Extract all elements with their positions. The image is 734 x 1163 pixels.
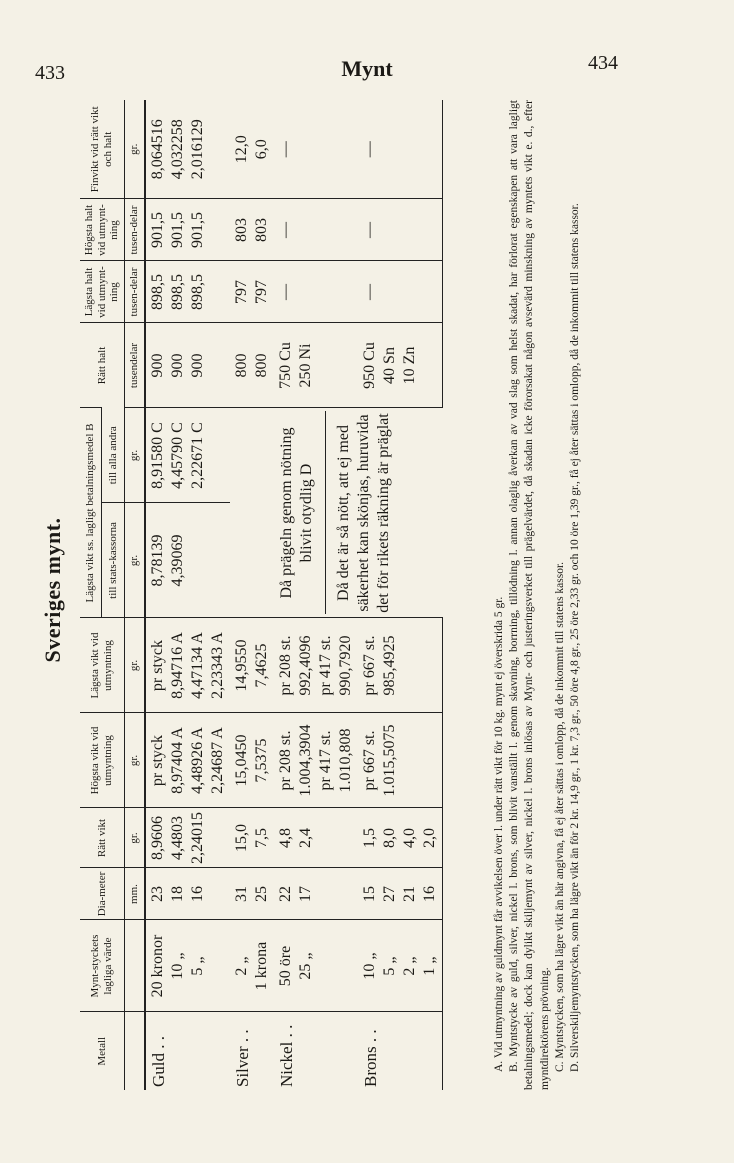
- cell-line: 4,39069: [168, 534, 186, 587]
- cell-line: 8,78139: [148, 534, 166, 587]
- weight-cell: [145, 808, 230, 868]
- cell-line: 4,8: [276, 828, 294, 848]
- fineness-cell: [145, 323, 230, 408]
- metal-cell: Guld . .: [145, 1012, 230, 1090]
- cell-line: 2,23343 A: [208, 632, 226, 699]
- cell-line: 803: [232, 218, 250, 242]
- table-title: Sveriges mynt.: [40, 517, 65, 663]
- cell-line: 900: [148, 353, 166, 378]
- treasury-cell: [145, 503, 230, 618]
- metal-cell: Brons . .: [358, 1012, 443, 1090]
- cell-line: pr styck: [148, 639, 166, 692]
- cell-line: 4,032258: [168, 119, 186, 180]
- cell-line: 17: [296, 886, 314, 902]
- cell-line: 2 „: [400, 956, 418, 976]
- cell-line: 25 „: [296, 952, 314, 980]
- cell-line: 950 Cu: [360, 342, 378, 389]
- unit-cell: gr.: [124, 100, 144, 199]
- footnote-a: A. Vid utmyntning av guldmynt får avvikelsen över l. under rätt vikt för 10 kg. mynt ej överskrida 5 gr.: [493, 596, 505, 1072]
- page-number-left: 433: [35, 62, 65, 84]
- worn-notes-cell: [230, 408, 443, 618]
- cell-line: 2,016129: [188, 119, 206, 180]
- empty-cell: —: [358, 100, 443, 199]
- col-header-high-fineness: Högsta halt vid utmynt-ning: [80, 199, 124, 261]
- cell-line: 2,0: [420, 828, 438, 848]
- min-weight-cell: [274, 618, 358, 713]
- unit-cell: [124, 1012, 144, 1090]
- col-header-diameter: Dia-meter: [80, 868, 124, 920]
- high-fineness-cell: [145, 199, 230, 261]
- cell-line: 2,24687 A: [208, 727, 226, 794]
- col-header-weight: Rätt vikt: [80, 808, 124, 868]
- col-header-min-weight: Lägsta vikt vid utmyntning: [80, 618, 124, 713]
- min-weight-cell: [145, 618, 230, 713]
- unit-cell: gr.: [124, 408, 144, 503]
- max-weight-cell: [145, 713, 230, 808]
- footnotes: [492, 100, 583, 1090]
- cell-line: 1 „: [420, 956, 438, 976]
- unit-cell: gr.: [124, 618, 144, 713]
- note-worn-unclear: Då prägeln genom nötning blivit otydlig D: [277, 412, 326, 615]
- cell-line: 797: [252, 280, 270, 304]
- cell-line: 5 „: [188, 956, 206, 976]
- value-cell: [274, 920, 358, 1012]
- value-cell: [230, 920, 274, 1012]
- diameter-cell: [230, 868, 274, 920]
- cell-line: 4,47134 A: [188, 632, 206, 699]
- fineness-cell: [230, 323, 274, 408]
- page-number-right: 434: [588, 52, 618, 74]
- footnote-b: B. Myntstycke av guld, silver, nickel l. brons, som blivit vanställt l. genom skavning, borrning, tillödning l. annan olaglig åverkan av vad slag som helst skadat, har förlorat egenskapen att vara lagligt betalningsmedel; dock kan dylikt skiljemynt av silver, nickel l. brons inlösas av Mynt- och justeringsverket till prägelvärdet, då skadan icke förorsakat någon avsevärd minskning av myntets vikt e. d., efter myntdirektörens prövning.: [508, 100, 551, 1090]
- table-row-silver: [230, 100, 274, 1090]
- cell-line: 800: [252, 353, 270, 378]
- footnote-d: D. Silverskiljemyntstycken, som ha lägre vikt än för 2 kr. 14,9 gr., 1 kr. 7,3 gr., 50 öre 4,8 gr., 25 öre 2,33 gr. och 10 öre 1,39 gr., få ej åter sättas i omlopp, då de inkommit till statens kassor.: [568, 203, 581, 1072]
- cell-line: 12,0: [232, 135, 250, 164]
- cell-line: 7,5375: [252, 738, 270, 783]
- alloy-cell: [358, 323, 443, 408]
- cell-line: 4,0: [400, 828, 418, 848]
- cell-line: 1.004,3904: [296, 724, 314, 797]
- coin-table: [80, 100, 443, 1090]
- cell-line: 250 Ni: [296, 343, 314, 388]
- unit-cell: tusen-delar: [124, 261, 144, 323]
- cell-line: pr 208 st.: [276, 730, 294, 791]
- cell-line: pr 417 st.: [316, 730, 334, 791]
- weight-cell: [358, 808, 443, 868]
- cell-line: 15,0: [232, 824, 250, 852]
- cell-line: 2,24015: [188, 812, 206, 864]
- cell-line: 31: [232, 886, 250, 902]
- col-header-legal-weight: Lägsta vikt ss. lagligt betalningsmedel B: [80, 408, 102, 618]
- cell-line: 4,48926 A: [188, 727, 206, 794]
- high-fineness-cell: [230, 199, 274, 261]
- cell-line: pr 417 st.: [316, 635, 334, 696]
- cell-line: 16: [420, 886, 438, 902]
- cell-line: pr 667 st.: [360, 635, 378, 696]
- cell-line: 8,9606: [148, 816, 166, 860]
- fine-weight-cell: [230, 100, 274, 199]
- low-fineness-cell: [230, 261, 274, 323]
- max-weight-cell: [358, 713, 443, 808]
- cell-line: 1.015,5075: [380, 724, 398, 797]
- table-row-gold: [145, 100, 230, 1090]
- cell-line: 23: [148, 886, 166, 902]
- cell-line: 7,5: [252, 828, 270, 848]
- cell-line: 898,5: [168, 274, 186, 310]
- cell-line: pr 208 st.: [276, 635, 294, 696]
- unit-cell: tusendelar: [124, 323, 144, 408]
- cell-line: 8,064516: [148, 119, 166, 180]
- cell-line: 2,4: [296, 828, 314, 848]
- unit-cell: [124, 920, 144, 1012]
- cell-line: 985,4925: [380, 635, 398, 696]
- cell-line: 1 krona: [252, 941, 270, 991]
- cell-line: 20 kronor: [148, 934, 166, 998]
- weight-cell: [274, 808, 358, 868]
- unit-cell: tusen-delar: [124, 199, 144, 261]
- cell-line: 898,5: [188, 274, 206, 310]
- empty-cell: —: [276, 141, 294, 158]
- cell-line: 7,4625: [252, 643, 270, 688]
- cell-line: 8,94716 A: [168, 632, 186, 699]
- cell-line: 6,0: [252, 139, 270, 160]
- value-cell: [358, 920, 443, 1012]
- cell-line: 1.010,808: [336, 728, 354, 793]
- col-header-metal: Metall: [80, 1012, 124, 1090]
- min-weight-cell: [358, 618, 443, 713]
- cell-line: 27: [380, 886, 398, 902]
- empty-cell: —: [274, 261, 358, 323]
- col-header-value: Mynt-styckets lagliga värde: [80, 920, 124, 1012]
- metal-cell: Silver . .: [230, 1012, 274, 1090]
- metal-cell: Nickel . .: [274, 1012, 358, 1090]
- cell-line: 800: [232, 353, 250, 378]
- note-worn-treasury: Då det är så nött, att ej med säkerhet kan skönjas, huruvida det för rikets räkning är präglat: [335, 413, 393, 613]
- unit-cell: gr.: [124, 503, 144, 618]
- running-title: Mynt: [341, 56, 393, 81]
- cell-line: 10 „: [360, 952, 378, 980]
- diameter-cell: [358, 868, 443, 920]
- cell-line: 4,45790 C: [168, 422, 186, 489]
- rotated-table-sheet: [40, 90, 630, 1090]
- unit-cell: gr.: [124, 808, 144, 868]
- cell-line: 750 Cu: [276, 342, 294, 389]
- cell-line: 2,22671 C: [188, 422, 206, 489]
- cell-line: 803: [252, 218, 270, 242]
- weight-cell: [230, 808, 274, 868]
- cell-line: 900: [168, 353, 186, 378]
- cell-line: 8,97404 A: [168, 727, 186, 794]
- value-cell: [145, 920, 230, 1012]
- cell-line: 4,4803: [168, 816, 186, 860]
- diameter-cell: [274, 868, 358, 920]
- page-header: [0, 0, 734, 90]
- others-cell: [145, 408, 230, 503]
- min-weight-cell: [230, 618, 274, 713]
- cell-line: 8,0: [380, 828, 398, 848]
- col-header-low-fineness: Lägsta halt vid utmynt-ning: [80, 261, 124, 323]
- empty-cell: —: [358, 261, 443, 323]
- col-header-fineness: Rätt halt: [80, 323, 124, 408]
- empty-cell: —: [274, 199, 358, 261]
- unit-cell: mm.: [124, 868, 144, 920]
- cell-line: 10 Zn: [400, 346, 418, 385]
- cell-line: 15: [360, 886, 378, 902]
- cell-line: 15,0450: [232, 734, 250, 787]
- cell-line: pr 667 st.: [360, 730, 378, 791]
- cell-line: 898,5: [148, 274, 166, 310]
- low-fineness-cell: [145, 261, 230, 323]
- cell-line: 901,5: [188, 212, 206, 248]
- fine-weight-cell: [145, 100, 230, 199]
- cell-line: 16: [188, 886, 206, 902]
- cell-line: 990,7920: [336, 635, 354, 696]
- cell-line: 8,91580 C: [148, 422, 166, 489]
- cell-line: 14,9550: [232, 639, 250, 692]
- col-header-others: till alla andra: [102, 408, 125, 503]
- cell-line: 797: [232, 280, 250, 304]
- max-weight-cell: [230, 713, 274, 808]
- alloy-cell: [274, 323, 358, 408]
- cell-line: 901,5: [168, 212, 186, 248]
- max-weight-cell: [274, 713, 358, 808]
- cell-line: 22: [276, 886, 294, 902]
- cell-line: 5 „: [380, 956, 398, 976]
- cell-line: pr styck: [148, 734, 166, 787]
- cell-line: 992,4096: [296, 635, 314, 696]
- cell-line: 25: [252, 886, 270, 902]
- cell-line: 10 „: [168, 952, 186, 980]
- cell-line: 18: [168, 886, 186, 902]
- cell-line: 1,5: [360, 828, 378, 848]
- empty-cell: —: [358, 199, 443, 261]
- cell-line: 901,5: [148, 212, 166, 248]
- cell-line: 50 öre: [276, 945, 294, 987]
- footnote-c: C. Myntstycken, som ha lägre vikt än här angivna, få ej åter sättas i omlopp, då de inkommit till statens kassor.: [553, 561, 566, 1072]
- cell-line: 2 „: [232, 956, 250, 976]
- unit-cell: gr.: [124, 713, 144, 808]
- col-header-fine-weight: Finvikt vid rätt vikt och halt: [80, 100, 124, 199]
- cell-line: 40 Sn: [380, 347, 398, 384]
- diameter-cell: [145, 868, 230, 920]
- col-header-max-weight: Högsta vikt vid utmyntning: [80, 713, 124, 808]
- cell-line: 21: [400, 886, 418, 902]
- cell-line: 900: [188, 353, 206, 378]
- col-header-treasury: till stats-kassorna: [102, 503, 125, 618]
